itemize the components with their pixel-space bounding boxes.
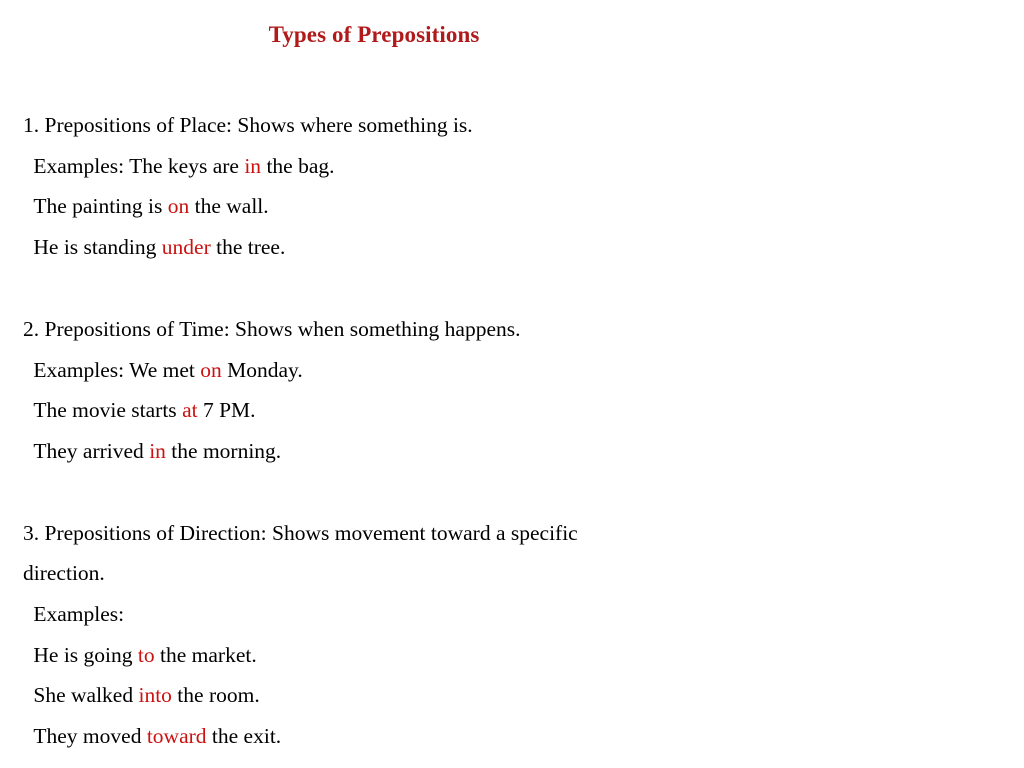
- example-line: [23, 431, 983, 472]
- sentence-text: Examples: The keys are: [28, 153, 245, 178]
- sentence-text: The movie starts: [28, 398, 183, 423]
- preposition-highlight: under: [161, 235, 211, 260]
- preposition-highlight: on: [167, 194, 190, 219]
- example-line: [23, 716, 983, 757]
- sentence-text: Examples: We met: [28, 357, 201, 382]
- sentence-text: the wall.: [189, 194, 269, 219]
- sentence-text: the market.: [154, 642, 257, 667]
- sentence-text: Monday.: [221, 357, 303, 382]
- preposition-highlight: in: [149, 438, 166, 463]
- section-heading: 1. Prepositions of Place: Shows where something is.: [23, 113, 473, 137]
- preposition-highlight: into: [138, 683, 172, 708]
- sentence-text: They arrived: [28, 438, 150, 463]
- example-line: [23, 635, 983, 676]
- example-line: [23, 227, 983, 268]
- example-line: [23, 350, 983, 391]
- section-heading: 2. Prepositions of Time: Shows when something happens.: [23, 316, 521, 341]
- document-body: [23, 105, 983, 757]
- preposition-highlight: toward: [146, 724, 207, 749]
- preposition-highlight: on: [200, 357, 222, 382]
- page-title: Types of Prepositions: [268, 22, 480, 47]
- sentence-text: the room.: [171, 683, 260, 708]
- example-line: [23, 390, 983, 431]
- sentence-text: 7 PM.: [197, 398, 256, 423]
- sentence-text: He is going: [28, 642, 138, 667]
- example-line: [23, 186, 983, 227]
- preposition-highlight: to: [137, 642, 155, 667]
- sentence-text: the exit.: [206, 724, 282, 749]
- sentence-text: The painting is: [28, 194, 168, 219]
- section-heading: 3. Prepositions of Direction: Shows movement toward a specific direction.: [23, 520, 584, 586]
- preposition-section: [23, 513, 983, 757]
- sentence-text: the bag.: [261, 153, 335, 178]
- preposition-highlight: at: [182, 398, 198, 423]
- preposition-section: [23, 309, 983, 472]
- preposition-highlight: in: [244, 153, 262, 178]
- sentence-text: She walked: [28, 683, 139, 708]
- example-line: [23, 146, 983, 187]
- preposition-section: [23, 105, 983, 268]
- example-line: [23, 594, 983, 635]
- sentence-text: the tree.: [210, 235, 286, 260]
- example-line: [23, 675, 983, 716]
- sentence-text: Examples:: [28, 602, 125, 627]
- sentence-text: the morning.: [165, 438, 282, 463]
- sentence-text: They moved: [28, 724, 147, 749]
- sentence-text: He is standing: [28, 235, 162, 260]
